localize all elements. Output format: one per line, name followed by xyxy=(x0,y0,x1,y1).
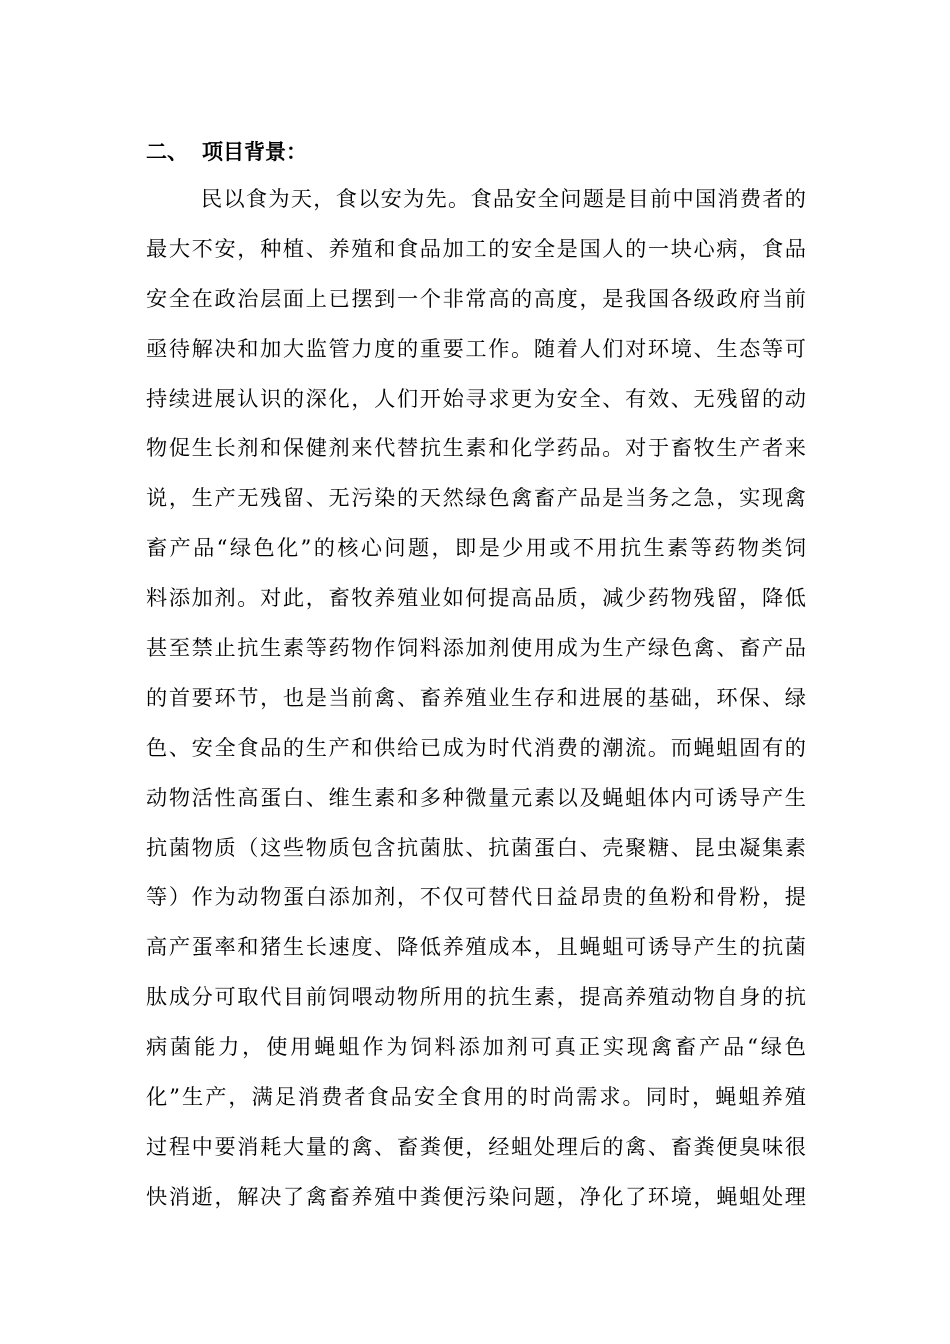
paragraph-line: 最大不安，种植、养殖和食品加工的安全是国人的一块心病，食品 xyxy=(146,235,806,261)
section-title: 项目背景： xyxy=(202,139,307,164)
paragraph-line: 说，生产无残留、无污染的天然绿色禽畜产品是当务之急，实现禽 xyxy=(146,485,806,511)
paragraph-line: 民以食为天，食以安为先。食品安全问题是目前中国消费者的 xyxy=(201,186,806,211)
paragraph-line: 持续进展认识的深化，人们开始寻求更为安全、有效、无残留的动 xyxy=(146,385,806,411)
paragraph-line: 高产蛋率和猪生长速度、降低养殖成本，且蝇蛆可诱导产生的抗菌 xyxy=(146,934,806,960)
paragraph-line: 过程中要消耗大量的禽、畜粪便，经蛆处理后的禽、畜粪便臭味很 xyxy=(146,1133,806,1159)
paragraph-line: 肽成分可取代目前饲喂动物所用的抗生素，提高养殖动物自身的抗 xyxy=(146,984,806,1010)
paragraph-line: 病菌能力，使用蝇蛆作为饲料添加剂可真正实现禽畜产品“绿色 xyxy=(146,1034,806,1060)
paragraph-line: 甚至禁止抗生素等药物作饲料添加剂使用成为生产绿色禽、畜产品 xyxy=(146,635,806,661)
section-number: 二、 xyxy=(146,139,188,164)
paragraph-line: 等）作为动物蛋白添加剂，不仅可替代日益昂贵的鱼粉和骨粉，提 xyxy=(146,884,806,910)
paragraph-line: 物促生长剂和保健剂来代替抗生素和化学药品。对于畜牧生产者来 xyxy=(146,435,806,461)
paragraph-line: 快消逝，解决了禽畜养殖中粪便污染问题，净化了环境，蝇蛆处理 xyxy=(146,1183,806,1209)
body-paragraph xyxy=(146,183,806,1231)
paragraph-line: 亟待解决和加大监管力度的重要工作。随着人们对环境、生态等可 xyxy=(146,335,806,361)
paragraph-line: 料添加剂。对此，畜牧养殖业如何提高品质，减少药物残留，降低 xyxy=(146,585,806,611)
paragraph-line: 抗菌物质（这些物质包含抗菌肽、抗菌蛋白、壳聚糖、昆虫凝集素 xyxy=(146,834,806,860)
paragraph-line: 畜产品“绿色化”的核心问题，即是少用或不用抗生素等药物类饲 xyxy=(146,535,806,561)
paragraph-line: 化”生产，满足消费者食品安全食用的时尚需求。同时，蝇蛆养殖 xyxy=(146,1084,806,1110)
paragraph-line: 动物活性高蛋白、维生素和多种微量元素以及蝇蛆体内可诱导产生 xyxy=(146,784,806,810)
paragraph-line: 安全在政治层面上已摆到一个非常高的高度，是我国各级政府当前 xyxy=(146,285,806,311)
paragraph-line: 色、安全食品的生产和供给已成为时代消费的潮流。而蝇蛆固有的 xyxy=(146,734,806,760)
section-heading xyxy=(146,136,307,168)
paragraph-line: 的首要环节，也是当前禽、畜养殖业生存和进展的基础，环保、绿 xyxy=(146,684,806,710)
